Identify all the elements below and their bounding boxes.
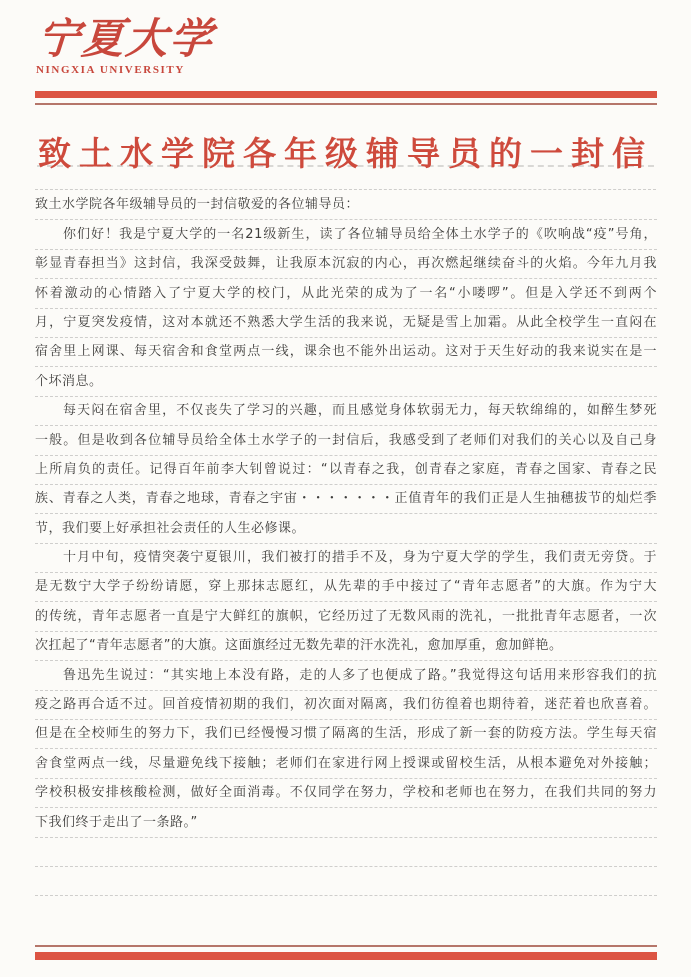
letter-line-text: 十月中旬，疫情突袭宁夏银川，我们被打的措手不及，身为宁夏大学的学生，我们责无旁贷。于	[63, 550, 657, 566]
letter-line	[35, 426, 657, 455]
letter-line	[35, 309, 657, 338]
letter-line	[35, 573, 657, 602]
letter-body	[0, 191, 691, 896]
letter-line-text: 但是在全校师生的努力下，我们已经慢慢习惯了隔离的生活，形成了新一套的防疫方法。学生每天宿	[35, 726, 657, 742]
letter-line-text: 致土水学院各年级辅导员的一封信敬爱的各位辅导员：	[35, 197, 360, 213]
letter-line	[35, 279, 657, 308]
letterhead	[0, 0, 691, 76]
letter-line	[35, 191, 657, 220]
letter-line-text: 鲁迅先生说过：“其实地上本没有路，走的人多了也便成了路。”我觉得这句话用来形容我们的抗	[63, 667, 657, 683]
header-rule-thick	[35, 91, 657, 98]
letter-line	[35, 602, 657, 631]
letter-line-text: 节，我们要上好承担社会责任的人生必修课。	[35, 520, 306, 536]
letter-line-text: 彰显青春担当》这封信，我深受鼓舞，让我原本沉寂的内心，再次燃起继续奋斗的火焰。今年九月我	[35, 256, 657, 272]
letter-line-text: 每天闷在宿舍里，不仅丧失了学习的兴趣，而且感觉身体软弱无力，每天软绵绵的，如醉生梦死	[63, 403, 657, 419]
university-logo-subtitle: NINGXIA UNIVERSITY	[36, 64, 185, 76]
letter-line-text: 的传统，青年志愿者一直是宁大鲜红的旗帜，它经历过了无数风雨的洗礼，一批批青年志愿者，一次	[35, 608, 657, 624]
letter-line-text: 宿舍里上网课、每天宿舍和食堂两点一线，课余也不能外出运动。这对于天生好动的我来说实在是一	[35, 344, 657, 360]
letter-line	[35, 367, 657, 396]
header-rule-thin	[35, 103, 657, 105]
letter-line	[35, 514, 657, 543]
letter-line	[35, 250, 657, 279]
footer-rule-thin	[35, 945, 657, 947]
letter-line-text: 上所肩负的责任。记得百年前李大钊曾说过：“以青春之我，创青春之家庭，青春之国家、青春之民	[35, 461, 657, 477]
letter-line	[35, 544, 657, 573]
letter-line-text: 月，宁夏突发疫情，这对本就还不熟悉大学生活的我来说，无疑是雪上加霜。从此全校学生一直闷在	[35, 314, 657, 330]
letter-line-text: 一般。但是收到各位辅导员给全体土水学子的一封信后，我感受到了老师们对我们的关心以及自己身	[35, 432, 657, 448]
title-block	[35, 125, 656, 190]
letter-line-text: 疫之路再合适不过。回首疫情初期的我们，初次面对隔离，我们彷徨着也期待着，迷茫着也欣喜着。	[35, 697, 657, 713]
letter-line	[35, 720, 657, 749]
letter-line-text: 下我们终于走出了一条路。”	[35, 814, 198, 830]
letter-line	[35, 661, 657, 690]
letter-line-text: 族、青春之人类，青春之地球，青春之宇宙・・・・・・・正值青年的我们正是人生抽穗拔节的灿烂季	[35, 491, 657, 507]
letter-line	[35, 779, 657, 808]
letter-line-text: 怀着激动的心情踏入了宁夏大学的校门，从此光荣的成为了一名“小喽啰”。但是入学还不到两个	[35, 285, 657, 301]
letter-line	[35, 749, 657, 778]
letter-line	[35, 456, 657, 485]
letter-line-text: 次扛起了“青年志愿者”的大旗。这面旗经过无数先辈的汗水洗礼，愈加厚重，愈加鲜艳。	[35, 638, 563, 654]
letter-line-text: 舍食堂两点一线，尽量避免线下接触；老师们在家进行网上授课或留校生活，从根本避免对外接触；	[35, 755, 657, 771]
letter-line	[35, 220, 657, 249]
letter-line	[35, 397, 657, 426]
letter-line	[35, 632, 657, 661]
letter-line-text: 个坏消息。	[35, 373, 103, 389]
footer-rule-thick	[35, 952, 657, 960]
letter-line-text: 是无数宁大学子纷纷请愿，穿上那抹志愿红，从先辈的手中接过了“青年志愿者”的大旗。作为宁大	[35, 579, 657, 595]
blank-ruled-line	[35, 867, 657, 896]
letter-line	[35, 691, 657, 720]
letter-line-text: 你们好！我是宁夏大学的一名21级新生，读了各位辅导员给全体土水学子的《吹响战“疫”号角，	[63, 226, 657, 242]
university-logo-calligraphy: 宁夏大学	[35, 14, 216, 63]
letter-line-text: 学校积极安排核酸检测，做好全面消毒。不仅同学在努力，学校和老师也在努力，在我们共同的努力	[35, 785, 657, 801]
letter-line	[35, 338, 657, 367]
letter-title: 致土水学院各年级辅导员的一封信	[38, 134, 653, 173]
blank-ruled-line	[35, 838, 657, 867]
letter-line	[35, 485, 657, 514]
letter-line	[35, 808, 657, 837]
